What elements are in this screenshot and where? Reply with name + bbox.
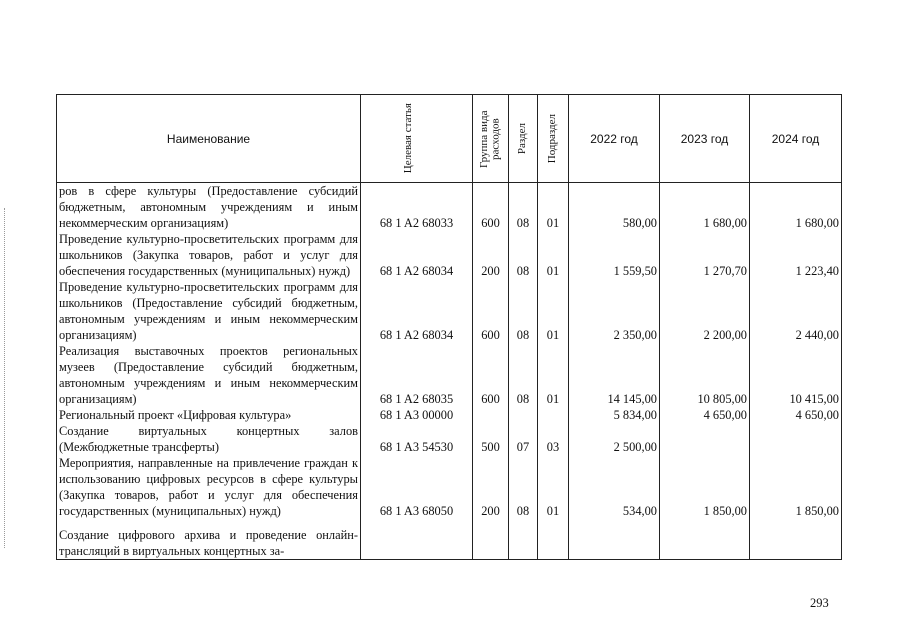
table-row — [57, 279, 842, 343]
table-row — [57, 343, 842, 407]
table-header-row — [57, 95, 842, 183]
table-row — [57, 183, 842, 232]
row-2024: 1 680,00 — [750, 183, 842, 232]
row-2022: 534,00 — [569, 455, 660, 519]
header-expense-group-label: Группа вида расходов — [477, 109, 502, 168]
row-subsection: 01 — [538, 231, 569, 279]
row-name: Региональный проект «Цифровая культура» — [57, 407, 361, 423]
row-2023 — [660, 519, 750, 560]
table-row — [57, 231, 842, 279]
row-2022: 1 559,50 — [569, 231, 660, 279]
table-row — [57, 423, 842, 455]
row-subsection: 01 — [538, 343, 569, 407]
row-2024: 10 415,00 — [750, 343, 842, 407]
row-2023: 10 805,00 — [660, 343, 750, 407]
row-group: 600 — [473, 279, 509, 343]
table-row — [57, 407, 842, 423]
row-group — [473, 407, 509, 423]
row-section: 08 — [509, 343, 538, 407]
header-expense-group — [473, 95, 509, 183]
row-section — [509, 519, 538, 560]
row-subsection — [538, 407, 569, 423]
row-2023: 1 680,00 — [660, 183, 750, 232]
row-2023: 1 270,70 — [660, 231, 750, 279]
row-target: 68 1 A2 68033 — [361, 183, 473, 232]
scan-margin-mark — [4, 208, 7, 548]
header-2022: 2022 год — [569, 95, 660, 183]
row-2024: 1 850,00 — [750, 455, 842, 519]
row-2023: 1 850,00 — [660, 455, 750, 519]
row-2024 — [750, 423, 842, 455]
row-section: 07 — [509, 423, 538, 455]
row-2024: 2 440,00 — [750, 279, 842, 343]
row-2022: 5 834,00 — [569, 407, 660, 423]
header-section — [509, 95, 538, 183]
row-section: 08 — [509, 183, 538, 232]
header-target-article-label: Целевая статья — [401, 103, 414, 174]
header-subsection — [538, 95, 569, 183]
row-subsection: 01 — [538, 279, 569, 343]
row-target: 68 1 A3 68050 — [361, 455, 473, 519]
row-group — [473, 519, 509, 560]
row-section — [509, 407, 538, 423]
row-group: 200 — [473, 231, 509, 279]
table-row — [57, 455, 842, 519]
row-2022: 14 145,00 — [569, 343, 660, 407]
row-subsection: 01 — [538, 183, 569, 232]
header-2023: 2023 год — [660, 95, 750, 183]
row-2024: 1 223,40 — [750, 231, 842, 279]
row-target — [361, 519, 473, 560]
row-section: 08 — [509, 231, 538, 279]
row-name: Реализация выставочных проектов региональных музеев (Предоставление субсидий бюджетным, автономным учреждениям и иным некоммерческим организациям) — [57, 343, 361, 407]
row-section: 08 — [509, 455, 538, 519]
row-subsection: 01 — [538, 455, 569, 519]
row-2024 — [750, 519, 842, 560]
row-group: 600 — [473, 183, 509, 232]
row-name: Создание виртуальных концертных залов (Межбюджетные трансферты) — [57, 423, 361, 455]
row-2022: 2 350,00 — [569, 279, 660, 343]
row-name: Мероприятия, направленные на привлечение граждан к использованию цифровых ресурсов в сфере культуры (Закупка товаров, работ и услуг для обеспечения государственных (муниципальных) нужд) — [57, 455, 361, 519]
row-target: 68 1 A2 68034 — [361, 231, 473, 279]
row-2023: 4 650,00 — [660, 407, 750, 423]
header-section-label: Раздел — [516, 122, 529, 155]
budget-table — [56, 94, 842, 560]
row-2024: 4 650,00 — [750, 407, 842, 423]
row-2022: 580,00 — [569, 183, 660, 232]
page-number: 293 — [810, 596, 829, 610]
row-section: 08 — [509, 279, 538, 343]
row-target: 68 1 A3 54530 — [361, 423, 473, 455]
header-subsection-label: Подраздел — [546, 113, 559, 164]
header-target-article — [361, 95, 473, 183]
row-name: Проведение культурно-просветительских программ для школьников (Закупка товаров, работ и услуг для обеспечения государственных (муниципальных) нужд) — [57, 231, 361, 279]
row-target: 68 1 A2 68035 — [361, 343, 473, 407]
row-subsection — [538, 519, 569, 560]
row-2023: 2 200,00 — [660, 279, 750, 343]
header-name: Наименование — [57, 95, 361, 183]
row-name: Проведение культурно-просветительских программ для школьников (Предоставление субсидий бюджетным, автономным учреждениям и иным некоммерческим организациям) — [57, 279, 361, 343]
row-group: 500 — [473, 423, 509, 455]
row-target: 68 1 A3 00000 — [361, 407, 473, 423]
row-2022: 2 500,00 — [569, 423, 660, 455]
row-group: 200 — [473, 455, 509, 519]
row-2022 — [569, 519, 660, 560]
row-2023 — [660, 423, 750, 455]
row-subsection: 03 — [538, 423, 569, 455]
row-group: 600 — [473, 343, 509, 407]
row-name: ров в сфере культуры (Предоставление субсидий бюджетным, автономным учреждениям и иным некоммерческим организациям) — [57, 183, 361, 232]
row-target: 68 1 A2 68034 — [361, 279, 473, 343]
header-2024: 2024 год — [750, 95, 842, 183]
table-row — [57, 519, 842, 560]
row-name: Создание цифрового архива и проведение онлайн-трансляций в виртуальных концертных за- — [57, 519, 361, 560]
